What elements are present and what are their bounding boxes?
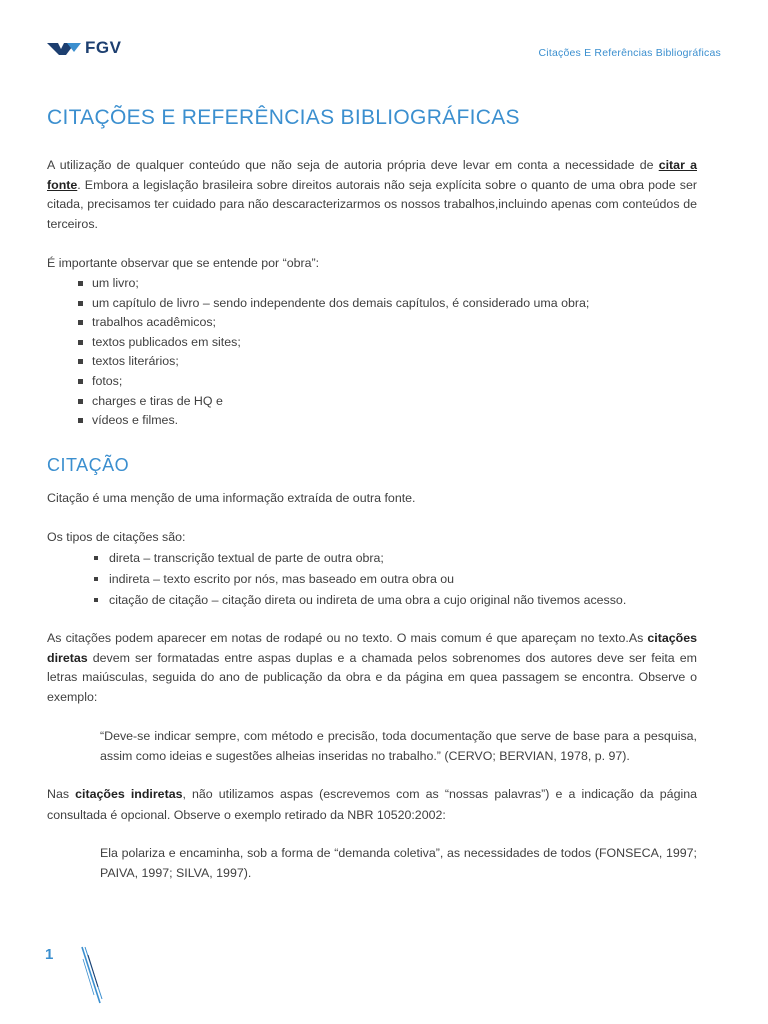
quote-example-1: “Deve-se indicar sempre, com método e precisão, toda documentação que serve de base para a pesquisa, assim como ideias e sugestões alheias inseridas no trabalho.” (CERVO; BERVIAN, 1978, p. 97).: [100, 729, 697, 763]
list-item: um livro;: [47, 274, 697, 294]
running-head: Citações E Referências Bibliográficas: [538, 47, 721, 59]
fgv-logo-icon: [47, 40, 81, 56]
document-body: [47, 104, 697, 884]
intro-paragraph: A utilização de qualquer conteúdo que não seja de autoria própria deve levar em conta a necessidade de citar a fonte. Embora a legislação brasileira sobre direitos autorais não seja explícita sobre o quanto de uma obra pode ser citada, precisamos ter cuidado para não descaracterizarmos os nossos trabalhos,incluindo apenas com conteúdos de terceiros.: [47, 158, 697, 231]
list-item: um capítulo de livro – sendo independente dos demais capítulos, é considerado uma obra;: [47, 294, 697, 314]
list-item: trabalhos acadêmicos;: [47, 313, 697, 333]
citacoes-diretas-term: citações diretas: [47, 630, 697, 665]
quote-example-2: Ela polariza e encaminha, sob a forma de “demanda coletiva”, as necessidades de todos (FONSECA, 1997; PAIVA, 1997; SILVA, 1997).: [100, 846, 697, 881]
list-item: vídeos e filmes.: [47, 411, 697, 431]
tipos-intro: Os tipos de citações são:: [47, 530, 186, 545]
section-title-citacao: CITAÇÃO: [47, 454, 130, 475]
list-item: citação de citação – citação direta ou indireta de uma obra a cujo original não tivemos acesso.: [47, 590, 697, 611]
list-item: charges e tiras de HQ e: [47, 392, 697, 412]
list-item: indireta – texto escrito por nós, mas baseado em outra obra ou: [47, 569, 697, 590]
list-item: fotos;: [47, 372, 697, 392]
obra-intro: É importante observar que se entende por “obra”:: [47, 256, 320, 271]
list-item: textos publicados em sites;: [47, 333, 697, 353]
citacao-definition: Citação é uma menção de uma informação extraída de outra fonte.: [47, 490, 416, 505]
page-number: 1: [45, 946, 54, 963]
fgv-logo: [47, 38, 121, 58]
citar-a-fonte-link[interactable]: citar a fonte: [47, 158, 697, 192]
citacoes-indiretas-term: citações indiretas: [75, 787, 183, 802]
diretas-paragraph: As citações podem aparecer em notas de rodapé ou no texto. O mais comum é que apareçam no texto.As citações diretas devem ser formatadas entre aspas duplas e a chamada pelos sobrenomes dos autores deve ser feita em letras maiúsculas, seguida do ano de publicação da obra e da página em quea passagem se encontra. Observe o exemplo:: [47, 630, 697, 704]
list-item: textos literários;: [47, 352, 697, 372]
indiretas-paragraph: Nas citações indiretas, não utilizamos aspas (escrevemos com as “nossas palavras”) e a indicação da página consultada é opcional. Observe o exemplo retirado da NBR 10520:2002:: [47, 787, 698, 823]
list-item: direta – transcrição textual de parte de outra obra;: [47, 548, 697, 569]
footer-stripe-icon: [80, 945, 104, 1007]
logo-text: FGV: [85, 38, 122, 57]
page-header: [0, 0, 768, 80]
tipos-list: [47, 548, 697, 611]
document-title: CITAÇÕES E REFERÊNCIAS BIBLIOGRÁFICAS: [47, 106, 520, 129]
obra-list: [47, 274, 697, 431]
